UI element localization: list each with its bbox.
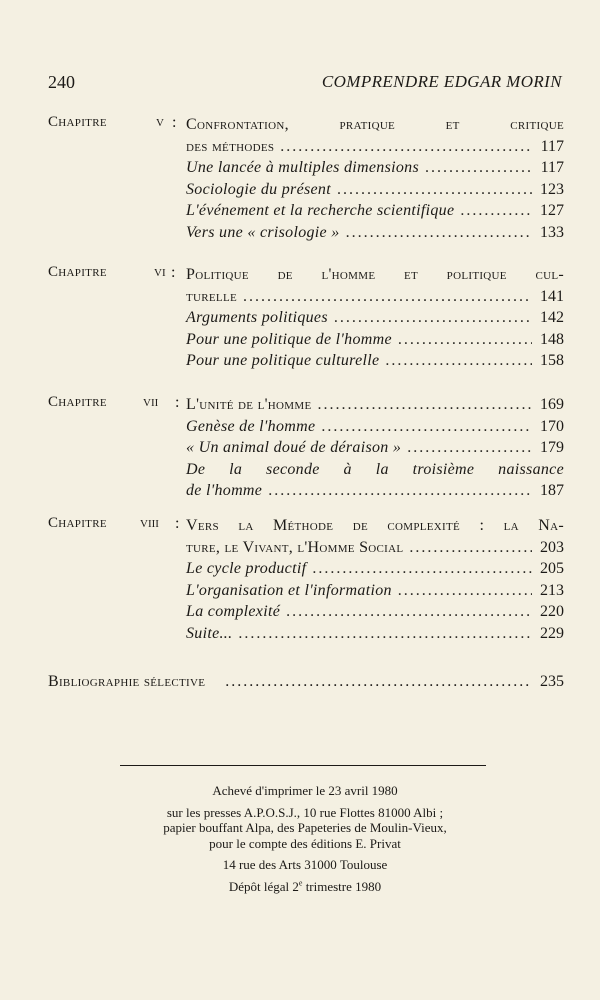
page-ref: 169 (540, 396, 564, 413)
dot-leader (398, 329, 532, 351)
chapter-title: Vers la Méthode de complexité : la Na- (186, 517, 564, 534)
dot-leader (398, 580, 532, 602)
chapter-title: des méthodes (186, 137, 275, 155)
toc-line (186, 114, 564, 136)
toc-line (186, 200, 564, 222)
colophon-line: papier bouffant Alpa, des Papeteries de Moulin-Vieux, (163, 820, 447, 835)
section-title: Pour une politique de l'homme (186, 330, 392, 348)
chapter-colon: : (171, 264, 176, 281)
section-title: L'organisation et l'information (186, 581, 392, 599)
dot-leader (346, 222, 532, 244)
dot-leader (321, 416, 532, 438)
toc-line (186, 157, 564, 179)
dot-leader (268, 480, 532, 502)
toc-line (186, 515, 564, 537)
chapter-numeral: v (156, 114, 164, 130)
dot-leader (425, 157, 532, 179)
dot-leader (334, 307, 532, 329)
toc-line (186, 222, 564, 244)
chapter-entry (48, 515, 564, 644)
chapter-title: Confrontation, pratique et critique (186, 116, 564, 133)
page-ref: 117 (540, 137, 564, 155)
chapter-label: Chapitre (48, 114, 107, 130)
toc-line (186, 416, 564, 438)
chapter-colon: : (175, 394, 180, 411)
section-title: de l'homme (186, 482, 263, 499)
page-ref: 123 (540, 180, 564, 198)
page-ref: 142 (540, 309, 564, 326)
toc-line (186, 480, 564, 502)
chapter-title: Politique de l'homme et politique cul- (186, 266, 564, 283)
colophon-rule (120, 765, 486, 766)
page-ref: 213 (540, 581, 564, 599)
section-title: Suite... (186, 624, 233, 642)
page-ref: 187 (540, 482, 564, 499)
toc-line (186, 437, 564, 459)
chapter-label: Chapitre (48, 264, 107, 280)
colophon-line: Achevé d'imprimer le 23 avril 1980 (212, 783, 398, 798)
colophon (60, 783, 550, 894)
section-title: Sociologie du présent (186, 180, 331, 198)
toc-entry-bibliography (48, 671, 564, 693)
toc-line (186, 580, 564, 602)
chapter-numeral: vi (154, 264, 166, 280)
chapter-numeral: viii (140, 515, 159, 531)
bibliography-title: Bibliographie sélective (48, 673, 206, 690)
section-title: De la seconde à la troisième naissance (186, 460, 564, 478)
page-ref: 203 (540, 538, 564, 556)
page-ref: 229 (540, 624, 564, 642)
page-ref: 127 (540, 202, 564, 219)
chapter-label: Chapitre (48, 394, 107, 410)
dot-leader (225, 671, 532, 693)
chapter-colon: : (172, 114, 177, 131)
colophon-line: sur les presses A.P.O.S.J., 10 rue Flottes 81000 Albi ; (166, 804, 444, 820)
section-title: L'événement et la recherche scientifique (186, 202, 455, 219)
chapter-title: ture, le Vivant, l'Homme Social (186, 538, 404, 556)
toc-line (186, 394, 564, 416)
page-ref: 205 (540, 560, 564, 577)
section-title: Arguments politiques (186, 309, 328, 326)
toc-line (186, 179, 564, 201)
chapter-entry (48, 114, 564, 243)
page-ref: 133 (540, 223, 564, 241)
dot-leader (312, 558, 532, 580)
toc-line (186, 350, 564, 372)
dot-leader (460, 200, 532, 222)
toc-line (186, 329, 564, 351)
chapter-title: turelle (186, 287, 237, 305)
section-title: Vers une « crisologie » (186, 223, 340, 241)
section-title: Le cycle productif (186, 560, 307, 577)
running-title: COMPRENDRE EDGAR MORIN (321, 72, 562, 91)
section-title: Une lancée à multiples dimensions (186, 159, 419, 176)
section-title: « Un animal doué de déraison » (186, 439, 402, 456)
dot-leader (317, 394, 532, 416)
toc-line (186, 459, 564, 481)
page-ref: 148 (540, 330, 564, 348)
dot-leader (409, 537, 532, 559)
chapter-entry (48, 394, 564, 502)
page-ref: 158 (540, 352, 564, 369)
page-ref: 117 (540, 159, 564, 176)
toc-line (186, 623, 564, 645)
page-ref: 141 (540, 287, 564, 305)
section-title: Genèse de l'homme (186, 417, 316, 435)
toc-line (186, 286, 564, 308)
chapter-numeral: vii (143, 394, 159, 410)
chapter-label: Chapitre (48, 515, 107, 531)
chapter-colon: : (175, 515, 180, 532)
dot-leader (407, 437, 532, 459)
dot-leader (238, 623, 532, 645)
toc-line (186, 264, 564, 286)
colophon-line: 14 rue des Arts 31000 Toulouse (222, 857, 388, 872)
section-title: La complexité (186, 603, 281, 620)
colophon-line: pour le compte des éditions E. Privat (209, 835, 401, 851)
dot-leader (286, 601, 532, 623)
page-ref: 220 (540, 603, 564, 620)
toc-line (186, 601, 564, 623)
legal-deposit: Dépôt légal 2e trimestre 1980 (228, 878, 382, 894)
page-number: 240 (48, 72, 75, 92)
toc-line (186, 307, 564, 329)
toc-line (186, 537, 564, 559)
page-ref: 179 (540, 439, 564, 456)
bibliography-page: 235 (540, 673, 564, 690)
dot-leader (243, 286, 532, 308)
dot-leader (385, 350, 532, 372)
dot-leader (280, 136, 532, 158)
page-ref: 170 (540, 417, 564, 435)
toc-line (186, 558, 564, 580)
page-header (48, 72, 562, 96)
section-title: Pour une politique culturelle (186, 352, 380, 369)
toc-line (186, 136, 564, 158)
chapter-entry (48, 264, 564, 372)
dot-leader (337, 179, 532, 201)
chapter-title: L'unité de l'homme (186, 396, 312, 413)
